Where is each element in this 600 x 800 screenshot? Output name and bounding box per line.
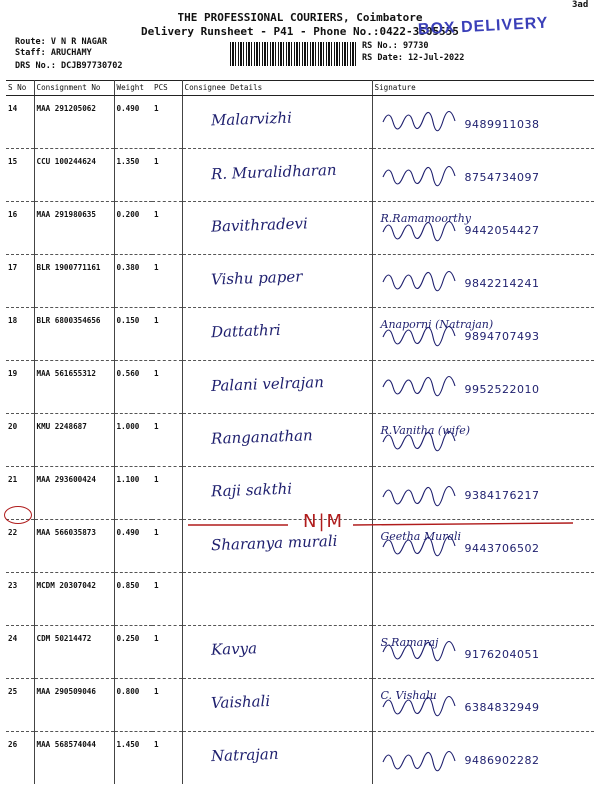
cell-sno: 14: [6, 96, 34, 149]
signature-phone: 9952522010: [464, 383, 540, 396]
table-row: [6, 202, 594, 255]
cell-consignment: MAA 561655312: [34, 361, 114, 414]
cell-sno: 16: [6, 202, 34, 255]
table-row: [6, 573, 594, 626]
cell-signature: [372, 467, 594, 520]
cell-signature: [372, 202, 594, 255]
cell-consignment: BLR 1900771161: [34, 255, 114, 308]
col-sno: S No: [6, 81, 34, 96]
cell-consignment: MAA 291980635: [34, 202, 114, 255]
signature-phone: 9486902282: [464, 754, 540, 767]
signature-name: Geetha Murali: [380, 530, 462, 543]
cell-pcs: 1: [152, 467, 182, 520]
cell-consignee: [182, 573, 372, 626]
route-label: Route: V N R NAGAR: [15, 37, 108, 47]
cell-pcs: 1: [152, 308, 182, 361]
cell-weight: 0.250: [114, 626, 152, 679]
cell-signature: [372, 573, 594, 626]
cell-weight: 0.490: [114, 96, 152, 149]
col-consignment: Consignment No: [34, 81, 114, 96]
cell-sno: 25: [6, 679, 34, 732]
cell-weight: 1.450: [116, 740, 140, 749]
cell-consignee: [182, 96, 372, 149]
corner-mark: 3ad: [572, 0, 589, 10]
consignee-name: Vaishali: [210, 691, 270, 713]
consignee-name: Malarvizhi: [210, 108, 292, 130]
signature-name: C. Vishalu: [380, 689, 437, 702]
consignee-name: Palani velrajan: [210, 373, 324, 395]
cell-sno: 18: [6, 308, 34, 361]
table-row: [6, 96, 594, 149]
cell-signature: [372, 626, 594, 679]
cell-consignee: [182, 202, 372, 255]
signature-name: Anaporni (Natrajan): [380, 318, 494, 331]
table-row: [6, 679, 594, 732]
cell-sno: 23: [6, 573, 34, 626]
row-23-not-met-mark: [188, 511, 588, 535]
signature-phone: 9894707493: [464, 330, 540, 343]
cell-weight: 1.000: [114, 414, 152, 467]
cell-consignee: [182, 255, 372, 308]
cell-sno: 19: [6, 361, 34, 414]
consignee-name: Dattathri: [210, 320, 281, 342]
consignee-name: Bavithradevi: [210, 214, 308, 236]
row-23-circle-mark: [4, 506, 32, 524]
not-met-text: N|M: [303, 511, 345, 532]
cell-weight: 0.380: [114, 255, 152, 308]
cell-pcs: 1: [152, 202, 182, 255]
signature-phone: 9384176217: [464, 489, 540, 502]
signature-phone: 9176204051: [464, 648, 540, 661]
col-consignee: Consignee Details: [182, 81, 372, 96]
cell-consignee: [182, 626, 372, 679]
signature-name: R.Vanitha (wife): [380, 424, 471, 437]
cell-pcs: 1: [152, 96, 182, 149]
table-row: [6, 361, 594, 414]
consignee-name: Ranganathan: [210, 426, 313, 448]
cell-sno: 15: [6, 149, 34, 202]
cell-weight: 0.200: [114, 202, 152, 255]
consignee-name: Sharanya murali: [210, 531, 338, 555]
cell-pcs: 1: [152, 520, 182, 573]
cell-signature: [372, 255, 594, 308]
consignee-name: Vishu paper: [210, 267, 303, 289]
cell-sno: 22: [6, 520, 34, 573]
table-row: [6, 732, 594, 785]
signature-phone: 9443706502: [464, 542, 540, 555]
cell-sno: 24: [6, 626, 34, 679]
cell-pcs: 1: [152, 679, 182, 732]
signature-scribble: [379, 157, 469, 189]
cell-consignment: MCDM 20307042: [34, 573, 114, 626]
not-met-line: [188, 515, 588, 535]
runsheet-table: [6, 80, 594, 784]
consignee-name: R. Muralidharan: [210, 160, 337, 184]
cell-consignment: CDM 50214472: [34, 626, 114, 679]
cell-consignment: BLR 6800354656: [34, 308, 114, 361]
barcode: [230, 42, 358, 66]
table-row: [6, 308, 594, 361]
consignee-name: Kavya: [210, 639, 257, 659]
signature-scribble: [379, 369, 469, 401]
table-row: [6, 149, 594, 202]
cell-signature: [372, 149, 594, 202]
cell-consignee: [182, 414, 372, 467]
cell-sno: 21: [6, 467, 34, 520]
cell-weight: 0.490: [114, 520, 152, 573]
cell-consignment: MAA 566035873: [34, 520, 114, 573]
signature-phone: 6384832949: [464, 701, 540, 714]
cell-pcs: 1: [152, 255, 182, 308]
cell-signature: [372, 361, 594, 414]
signature-scribble: [379, 263, 469, 295]
signature-phone: 9489911038: [464, 118, 540, 131]
cell-signature: [372, 308, 594, 361]
cell-weight: 0.560: [114, 361, 152, 414]
cell-pcs: 1: [152, 573, 182, 626]
signature-name: S.Ramaraj: [380, 636, 439, 649]
cell-consignment: MAA 290509046: [34, 679, 114, 732]
col-weight: Weight: [114, 81, 152, 96]
cell-weight: 0.150: [114, 308, 152, 361]
box-delivery-stamp: BOX DELIVERY: [417, 14, 549, 39]
cell-consignment: MAA 291205062: [34, 96, 114, 149]
consignee-name: Natrajan: [210, 744, 279, 766]
cell-sno: 17: [6, 255, 34, 308]
signature-phone: 8754734097: [464, 171, 540, 184]
table-row: [6, 467, 594, 520]
table-row: [6, 414, 594, 467]
signature-phone: 9842214241: [464, 277, 540, 290]
cell-weight: 1.350: [114, 149, 152, 202]
cell-pcs: 1: [152, 149, 182, 202]
cell-signature: [372, 96, 594, 149]
drs-number: DRS No.: DCJB97730702: [15, 61, 123, 71]
cell-signature: [372, 679, 594, 732]
cell-pcs: 1: [152, 414, 182, 467]
col-pcs: PCS: [152, 81, 182, 96]
signature-scribble: [379, 475, 469, 507]
signature-name: R.Ramamoorthy: [380, 212, 472, 225]
cell-consignee: [182, 361, 372, 414]
cell-pcs: 1: [152, 732, 182, 785]
signature-scribble: [379, 104, 469, 136]
col-signature: Signature: [372, 81, 594, 96]
cell-consignment: KMU 2248687: [34, 414, 114, 467]
consignee-name: Raji sakthi: [210, 479, 292, 501]
cell-sno: 20: [6, 414, 34, 467]
cell-consignee: [182, 679, 372, 732]
cell-consignment: MAA 293600424: [34, 467, 114, 520]
cell-weight: 1.100: [114, 467, 152, 520]
cell-consignee: [182, 732, 372, 785]
staff-label: Staff: ARUCHAMY: [15, 48, 92, 58]
cell-consignment: MAA 568574044: [34, 732, 114, 785]
cell-weight: 0.800: [114, 679, 152, 732]
rs-date: RS Date: 12-Jul-2022: [362, 53, 465, 63]
cell-consignment: CCU 100244624: [34, 149, 114, 202]
cell-signature: [372, 732, 594, 785]
table-header-row: [6, 81, 594, 96]
cell-signature: [372, 414, 594, 467]
cell-consignee: [182, 308, 372, 361]
table-row: [6, 626, 594, 679]
cell-consignee: [182, 149, 372, 202]
cell-weight: 0.850: [114, 573, 152, 626]
table-row: [6, 255, 594, 308]
signature-phone: 9442054427: [464, 224, 540, 237]
cell-pcs: 1: [152, 626, 182, 679]
cell-sno: 26: [6, 732, 34, 785]
cell-pcs: 1: [152, 361, 182, 414]
company-name: THE PROFESSIONAL COURIERS, Coimbatore: [177, 11, 423, 24]
rs-number: RS No.: 97730: [362, 41, 429, 51]
runsheet-title: Delivery Runsheet - P41 - Phone No.:0422-3505555: [141, 25, 459, 38]
signature-scribble: [379, 740, 469, 772]
